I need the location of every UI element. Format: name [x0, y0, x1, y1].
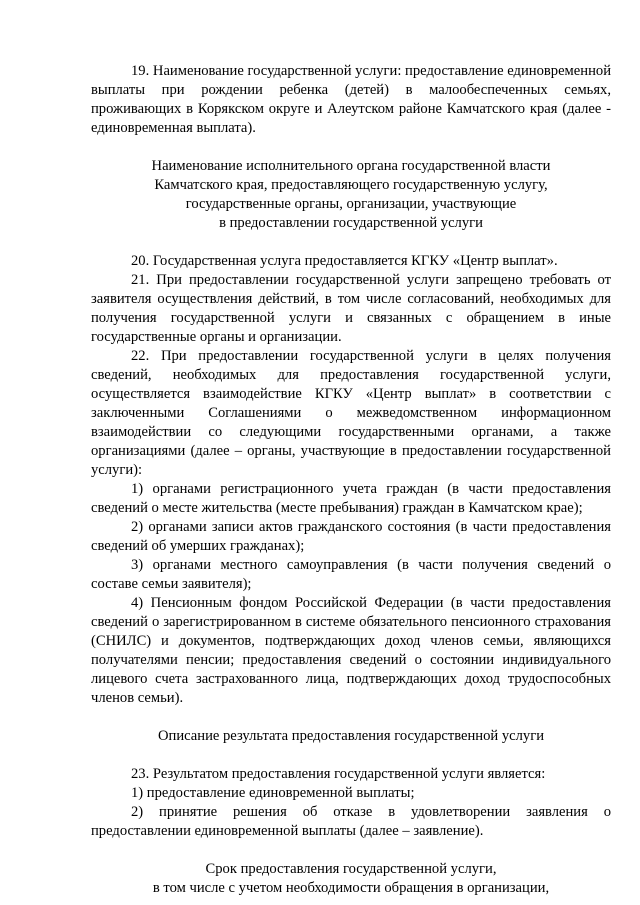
heading-line-3: государственные органы, организации, участвующие [185, 196, 517, 212]
paragraph-23: 23. Результатом предоставления государственной услуги является: [131, 766, 546, 782]
paragraph-23-item-1: 1) предоставление единовременной выплаты; [131, 785, 415, 801]
paragraph-23-item-2: 2) принятие решения об отказе в удовлетворении заявления о предоставлении единовременной выплаты (далее – заявление). [91, 804, 611, 839]
paragraph-22: 22. При предоставлении государственной услуги в целях получения сведений, необходимых для предоставления государственной услуги, осуществляется взаимодействие КГКУ «Центр выплат» в соответствии с заключенными Соглашениями о межведомственном информационном взаимодействии со следующими государственными органами, а также организациями (далее – органы, участвующие в предоставлении государственной услуги): [91, 348, 611, 478]
paragraph-19: 19. Наименование государственной услуги: предоставление единовременной выплаты при рождении ребенка (детей) в малообеспеченных семьях, проживающих в Корякском округе и Алеутском районе Камчатского края (далее - единовременная выплата). [91, 63, 611, 136]
paragraph-20: 20. Государственная услуга предоставляется КГКУ «Центр выплат». [131, 253, 558, 269]
paragraph-21: 21. При предоставлении государственной услуги запрещено требовать от заявителя осуществления действий, в том числе согласований, необходимых для получения государственной услуги и связанных с обращением в иные государственные органы и организации. [91, 272, 611, 345]
heading-term-line-2: в том числе с учетом необходимости обращения в организации, [152, 880, 550, 896]
heading-term-line-1: Срок предоставления государственной услуги, [205, 861, 497, 877]
heading-line-2: Камчатского края, предоставляющего государственную услугу, [154, 177, 548, 193]
document-page [91, 62, 611, 898]
paragraph-22-item-1: 1) органами регистрационного учета граждан (в части предоставления сведений о месте жительства (месте пребывания) граждан в Камчатском крае); [91, 481, 611, 516]
paragraph-22-item-2: 2) органами записи актов гражданского состояния (в части предоставления сведений об умерших гражданах); [91, 519, 611, 554]
section-heading-result [91, 727, 611, 746]
paragraph-22-item-3: 3) органами местного самоуправления (в части получения сведений о составе семьи заявителя); [91, 557, 611, 592]
section-heading-executive-body [91, 157, 611, 233]
heading-line-4: в предоставлении государственной услуги [219, 215, 483, 231]
heading-result-text: Описание результата предоставления государственной услуги [157, 728, 545, 744]
section-heading-term [91, 860, 611, 898]
heading-line-1: Наименование исполнительного органа государственной власти [151, 158, 551, 174]
paragraph-22-item-4: 4) Пенсионным фондом Российской Федерации (в части предоставления сведений о зарегистрированном в системе обязательного пенсионного страхования (СНИЛС) и документов, подтверждающих доход членов семьи, являющихся получателями пенсии; предоставления сведений о состоянии индивидуального лицевого счета застрахованного лица, подтверждающих доход трудоспособных членов семьи). [91, 595, 611, 706]
